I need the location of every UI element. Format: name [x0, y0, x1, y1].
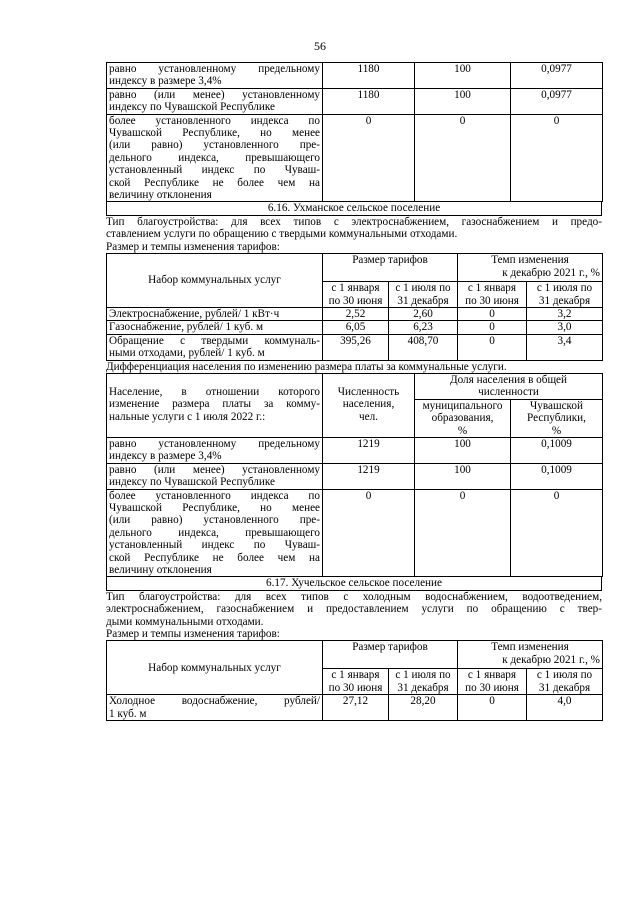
population-value: 1219: [323, 463, 415, 489]
table-row: [107, 307, 603, 320]
population-value: 0: [323, 114, 415, 202]
header-rate-change: Темп изменения к декабрю 2021 г., %: [458, 254, 603, 282]
sub-header-period: с 1 июля по 31 декабря: [527, 282, 603, 308]
tariff-value: 3,0: [527, 321, 603, 334]
header-services: Набор коммунальных услуг: [107, 254, 323, 308]
table-row: [107, 489, 603, 577]
table-row: [107, 63, 603, 89]
header-services: Набор коммунальных услуг: [107, 641, 323, 695]
row-label: равно установленному предельному индексу в размере 3,4%: [107, 437, 323, 463]
improvement-type-6-17: Тип благоустройства: для всех типов с холодным водоснабжением, водоотведением, электроснабжением, газоснабжением и предоставлением услуги по обращению с твер- дыми коммунальными отходами.: [106, 590, 602, 628]
tariff-value: 395,26: [323, 334, 389, 360]
row-label: Газоснабжение, рублей/ 1 куб. м: [107, 321, 323, 334]
population-value: 1180: [323, 88, 415, 114]
municipal-share-value: 100: [415, 463, 511, 489]
republic-share-value: 0: [511, 114, 603, 202]
row-label: Электроснабжение, рублей/ 1 кВт·ч: [107, 307, 323, 320]
tariff-value: 6,05: [323, 321, 389, 334]
tariff-value: 3,4: [527, 334, 603, 360]
improvement-type-6-16: Тип благоустройства: для всех типов с электроснабжением, газоснабжением и предо- ставлением услуги по обращению с твердыми коммунальными отходами.: [106, 215, 602, 241]
municipal-share-value: 0: [415, 489, 511, 577]
section-title-6-17: 6.17. Хучельское сельское поселение: [106, 577, 602, 590]
tariff-value: 0: [458, 321, 527, 334]
republic-share-value: 0,0977: [511, 88, 603, 114]
sub-header-period: с 1 января по 30 июня: [458, 282, 527, 308]
municipal-share-value: 100: [415, 63, 511, 89]
republic-share-value: 0,1009: [511, 437, 603, 463]
header-population-share: Доля населения в общей численности: [415, 373, 603, 399]
header-population: Население, в отношении которого изменение размера платы за комму- нальные услуги с 1 июля 2022 г.:: [107, 373, 323, 437]
tariff-value: 0: [458, 334, 527, 360]
table-row: [107, 695, 603, 721]
tariff-value: 2,52: [323, 307, 389, 320]
republic-share-value: 0,1009: [511, 463, 603, 489]
tariff-value: 0: [458, 695, 527, 721]
tariff-value: 4,0: [527, 695, 603, 721]
republic-share-value: 0,0977: [511, 63, 603, 89]
sub-header-period: с 1 января по 30 июня: [323, 282, 389, 308]
row-label: более установленного индекса по Чувашской Республике, но менее (или равно) установленного пре- дельного индекса, превышающего установленный индекс по Чуваш- ской Республике не более чем на величину отклонения: [107, 114, 323, 202]
document-page: [106, 0, 602, 721]
sub-header-period: с 1 января по 30 июня: [458, 669, 527, 695]
header-tariff-size: Размер тарифов: [323, 254, 458, 282]
page-number: 56: [314, 39, 326, 53]
tariff-value: 27,12: [323, 695, 389, 721]
row-label: равно (или менее) установленному индексу по Чувашской Республике: [107, 88, 323, 114]
tariff-value: 408,70: [389, 334, 458, 360]
row-label: Холодное водоснабжение, рублей/ 1 куб. м: [107, 695, 323, 721]
row-label: равно (или менее) установленному индексу по Чувашской Республике: [107, 463, 323, 489]
republic-share-value: 0: [511, 489, 603, 577]
table-row: [107, 114, 603, 202]
diff-caption-6-16: Дифференциация населения по изменению размера платы за коммунальные услуги.: [106, 360, 507, 373]
tariff-value: 2,60: [389, 307, 458, 320]
table-row: [107, 88, 603, 114]
sub-header-period: с 1 июля по 31 декабря: [527, 669, 603, 695]
table-row: [107, 463, 603, 489]
header-municipal-share: муниципального образования, %: [415, 399, 511, 437]
sub-header-period: с 1 июля по 31 декабря: [389, 669, 458, 695]
population-differentiation-table-continued: [106, 62, 603, 202]
header-population-count: Численность населения, чел.: [323, 373, 415, 437]
tariff-value: 3,2: [527, 307, 603, 320]
tariff-table-6-16: [106, 253, 603, 360]
row-label: более установленного индекса по Чувашской Республике, но менее (или равно) установленного пре- дельного индекса, превышающего установленный индекс по Чуваш- ской Республике не более чем на величину отклонения: [107, 489, 323, 577]
header-rate-change: Темп изменения к декабрю 2021 г., %: [458, 641, 603, 669]
population-value: 0: [323, 489, 415, 577]
tariff-table-6-17: [106, 640, 603, 721]
sub-header-period: с 1 января по 30 июня: [323, 669, 389, 695]
row-label: Обращение с твердыми коммуналь- ными отходами, рублей/ 1 куб. м: [107, 334, 323, 360]
table-row: [107, 334, 603, 360]
population-differentiation-table-6-16: [106, 373, 603, 578]
row-label: равно установленному предельному индексу в размере 3,4%: [107, 63, 323, 89]
header-tariff-size: Размер тарифов: [323, 641, 458, 669]
tariff-value: 28,20: [389, 695, 458, 721]
municipal-share-value: 100: [415, 437, 511, 463]
table-row: [107, 321, 603, 334]
tariff-caption-6-16: Размер и темпы изменения тарифов:: [106, 240, 280, 253]
table-row: [107, 437, 603, 463]
tariff-caption-6-17: Размер и темпы изменения тарифов:: [106, 628, 280, 641]
population-value: 1219: [323, 437, 415, 463]
sub-header-period: с 1 июля по 31 декабря: [389, 282, 458, 308]
header-republic-share: Чувашской Республики, %: [511, 399, 603, 437]
population-value: 1180: [323, 63, 415, 89]
tariff-value: 6,23: [389, 321, 458, 334]
section-title-6-16: 6.16. Ухманское сельское поселение: [106, 202, 602, 215]
municipal-share-value: 0: [415, 114, 511, 202]
tariff-value: 0: [458, 307, 527, 320]
municipal-share-value: 100: [415, 88, 511, 114]
